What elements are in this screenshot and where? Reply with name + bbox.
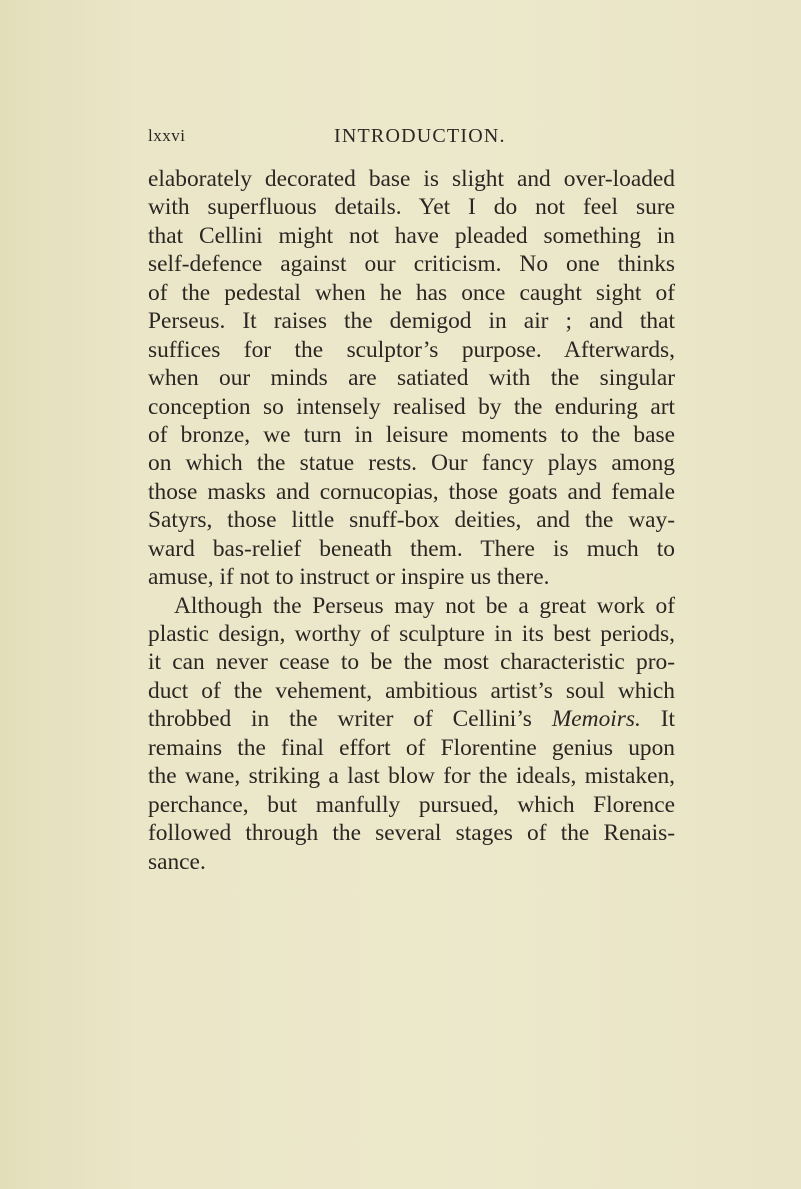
text-line: conception so intensely realised by the enduring art <box>148 393 675 420</box>
text-line: duct of the vehement, ambitious artist’s soul which <box>148 677 675 704</box>
text-line: amuse, if not to instruct or inspire us there. <box>148 564 550 591</box>
page-number: lxxvi <box>148 126 186 145</box>
text-segment: throbbed in the writer of Cellini’s <box>148 706 532 733</box>
text-line: Perseus. It raises the demigod in air ; and that <box>148 308 675 335</box>
paragraph-2 <box>148 592 675 876</box>
text-line: the wane, striking a last blow for the ideals, mistaken, <box>148 763 675 790</box>
page-header <box>148 126 708 154</box>
text-line: with superfluous details. Yet I do not feel sure <box>148 194 675 221</box>
text-line: it can never cease to be the most characteristic pro- <box>148 649 675 676</box>
text-line: on which the statue rests. Our fancy plays among <box>148 450 675 477</box>
text-line: self-defence against our criticism. No one thinks <box>148 251 675 278</box>
text-line: of bronze, we turn in leisure moments to the base <box>148 421 675 448</box>
text-segment: It <box>660 706 676 733</box>
paragraph-1 <box>148 165 675 592</box>
text-line-with-italic <box>148 705 675 733</box>
text-line: Although the Perseus may not be a great work of <box>174 592 675 619</box>
text-line: when our minds are satiated with the singular <box>148 365 675 392</box>
text-line: elaborately decorated base is slight and over-loaded <box>148 166 675 192</box>
text-line: suffices for the sculptor’s purpose. Afterwards, <box>148 336 675 363</box>
text-line: remains the final effort of Florentine genius upon <box>148 734 675 761</box>
running-head: INTRODUCTION. <box>334 125 506 147</box>
text-line: plastic design, worthy of sculpture in its best periods, <box>148 621 675 647</box>
text-line: those masks and cornucopias, those goats and female <box>148 478 675 505</box>
text-line: Satyrs, those little snuff-box deities, and the way- <box>148 507 675 534</box>
text-line: of the pedestal when he has once caught sight of <box>148 279 675 306</box>
book-title-italic: Memoirs. <box>551 706 641 733</box>
text-line: that Cellini might not have pleaded something in <box>148 222 675 249</box>
body-text <box>148 165 675 876</box>
text-line: perchance, but manfully pursued, which Florence <box>148 791 675 818</box>
text-line: sance. <box>148 848 206 875</box>
text-line: followed through the several stages of the Renais- <box>148 820 675 847</box>
text-line: ward bas-relief beneath them. There is much to <box>148 535 675 562</box>
